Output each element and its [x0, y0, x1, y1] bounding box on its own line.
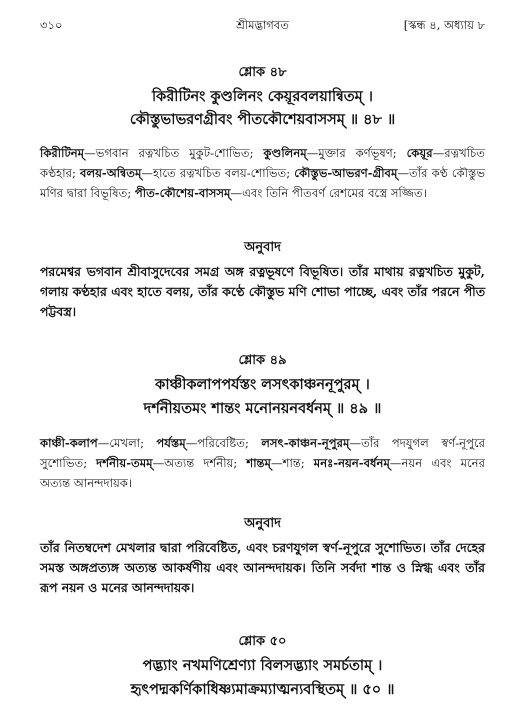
synonym-term: মনঃ-নয়ন-বর্ধনম্	[313, 456, 390, 470]
synonym-term: কেয়ূর	[406, 146, 433, 160]
synonym-meaning: —তাঁর পদযুগল স্বর্ণ-নূপুরে সুশোভিত;	[40, 436, 486, 470]
synonyms-paragraph	[40, 143, 485, 203]
synonym-term: লসৎ-কাঞ্চন-নূপুরম্	[261, 436, 350, 450]
verse-heading: শ্লোক ৪৮	[238, 65, 287, 80]
synonym-term: শান্তম্	[246, 456, 271, 470]
verse-line: কিরীটিনং কুণ্ডলিনং কেয়ূরবলয়ান্বিতম্ ।	[152, 88, 373, 105]
synonym-term: পীত-কৌশেয়-বাসসম্	[134, 186, 231, 200]
synonym-meaning: —এবং তিনি পীতবর্ণ রেশমের বস্ত্রে সজ্জিত।	[230, 186, 427, 200]
synonym-term: দর্শনীয়-তমম্	[96, 456, 153, 470]
synonym-term: কুণ্ডলিনম্	[263, 146, 307, 160]
synonym-term: কৌস্তুভ-আভরণ-গ্রীবম্	[294, 166, 398, 180]
synonym-term: কিরীটিনম্	[40, 146, 85, 160]
synonym-meaning: —নয়ন এবং মনের অত্যন্ত আনন্দদায়ক।	[40, 456, 485, 490]
verse-line: দর্শনীয়তমং শান্তং মনোনয়নবর্ধনম্ ॥ ৪৯ ॥	[143, 400, 382, 417]
book-title: শ্রীমদ্ভাগবত	[236, 18, 289, 32]
verse-line: কাঞ্চীকলাপপর্যস্তং লসৎকাঞ্চননূপুরম্ ।	[155, 376, 370, 393]
synonym-meaning: —হাতে রত্নখচিত বলয়-শোভিত;	[141, 166, 295, 180]
page-number: ৩১০	[40, 18, 63, 32]
translation-heading: অনুবাদ	[244, 516, 281, 531]
synonym-meaning: —তাঁর কণ্ঠ কৌস্তুভ মণির দ্বারা বিভূষিত;	[40, 166, 485, 200]
page-header	[40, 17, 485, 33]
verse-heading: শ্লোক ৫০	[238, 634, 287, 649]
synonyms-paragraph	[40, 433, 485, 493]
synonym-meaning: —ভগবান রত্নখচিত মুকুট-শোভিত;	[84, 146, 264, 160]
verse-line: পদ্ভ্যাং নখমণিশ্রেণ্যা বিলসদ্ভ্যাং সমর্চতাম্ ।	[142, 657, 383, 674]
chapter-reference: [স্কন্ধ ৪, অধ্যায় ৮	[403, 18, 485, 32]
synonym-meaning: —রত্নখচিত কণ্ঠহার;	[40, 146, 485, 180]
synonym-meaning: —মুক্তার কর্ণভূষণ;	[306, 146, 407, 160]
verse-line: কৌস্তুভাভরণগ্রীবং পীতকৌশেয়বাসসম্ ॥ ৪৮ ॥	[129, 111, 396, 128]
translation-paragraph: পরমেশ্বর ভগবান শ্রীবাসুদেবের সমগ্র অঙ্গ রত্নভূষণে বিভূষিত। তাঁর মাথায় রত্নখচিত মুকুট, গলায় কণ্ঠহার এবং হাতে বলয়, তাঁর কণ্ঠে কৌস্তুভ মণি শোভা পাচ্ছে, এবং তাঁর পরনে পীত পট্টবস্ত্র।	[40, 264, 485, 319]
synonym-term: কাঞ্চী-কলাপ	[40, 436, 98, 450]
synonym-meaning: —শান্ত;	[270, 456, 314, 470]
translation-heading: অনুবাদ	[244, 240, 281, 255]
synonym-term: পর্যস্তম্	[156, 436, 186, 450]
translation-paragraph: তাঁর নিতম্বদেশ মেখলার দ্বারা পরিবেষ্টিত, এবং চরণযুগল স্বর্ণ-নূপুরে সুশোভিত। তাঁর দেহের সমস্ত অঙ্গপ্রত্যঙ্গ অত্যন্ত আকর্ষণীয় এবং আনন্দদায়ক। তিনি সর্বদা শান্ত ও স্নিগ্ধ এবং তাঁর রূপ নয়ন ও মনের আনন্দদায়ক।	[40, 540, 485, 595]
synonym-meaning: —পরিবেষ্টিত;	[185, 436, 262, 450]
synonym-meaning: —অত্যন্ত দর্শনীয়;	[152, 456, 247, 470]
synonym-term: বলয়-অন্বিতম্	[80, 166, 142, 180]
verse-line: হৃৎপদ্মকর্ণিকাধিষ্ণ্যমাক্রম্যাত্মন্যবস্থিতম্ ॥ ৫০ ॥	[130, 681, 395, 698]
synonym-meaning: —মেখলা;	[97, 436, 157, 450]
verse-heading: শ্লোক ৪৯	[238, 353, 287, 368]
